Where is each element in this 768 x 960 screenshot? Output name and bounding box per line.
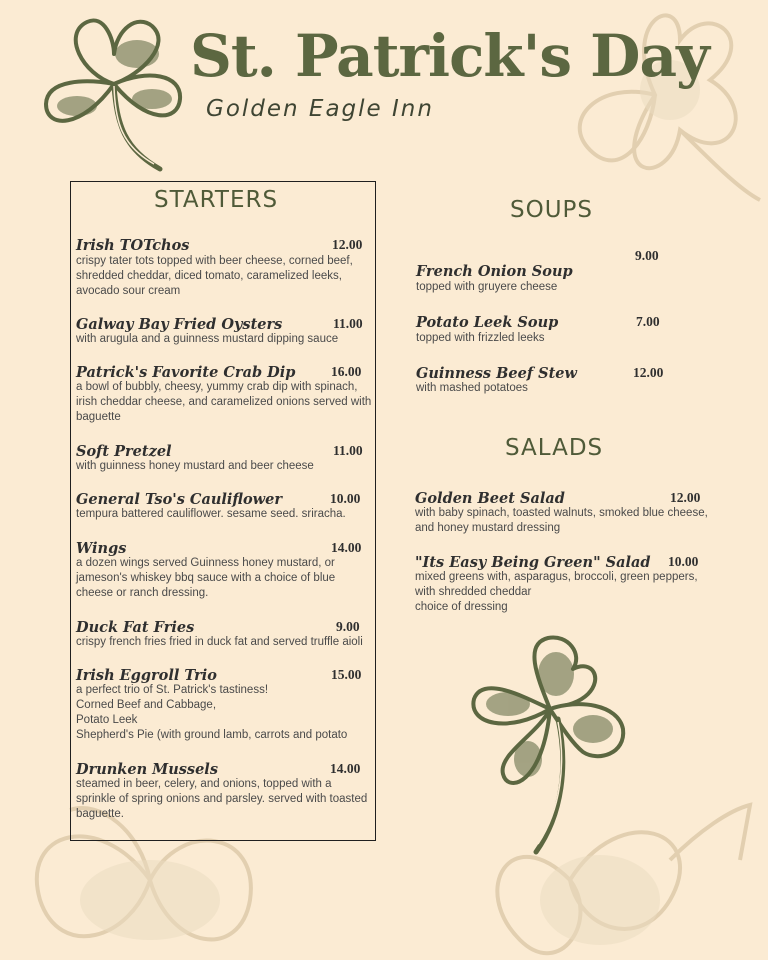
item-price: 9.00	[635, 248, 659, 263]
description-line: avocado sour cream	[76, 285, 181, 297]
item-name: Wings	[76, 540, 127, 557]
item-price: 11.00	[333, 316, 363, 331]
description-line: with shredded cheddar	[415, 586, 532, 598]
description-line: with arugula and a guinness mustard dipping sauce	[76, 333, 339, 345]
description-line: a perfect trio of St. Patrick's tastiness!	[76, 684, 269, 696]
description-line: with mashed potatoes	[416, 382, 528, 394]
description-line: with guinness honey mustard and beer cheese	[76, 460, 314, 472]
description-line: topped with gruyere cheese	[416, 281, 558, 293]
shamrock-icon	[468, 634, 633, 859]
item-price: 9.00	[336, 619, 360, 634]
item-description	[415, 570, 698, 615]
item-price: 11.00	[333, 443, 363, 458]
description-line: topped with frizzled leeks	[416, 332, 545, 344]
item-description	[76, 332, 338, 347]
description-line: crispy french fries fried in duck fat and served truffle aioli	[76, 636, 363, 648]
item-price: 15.00	[331, 667, 362, 682]
description-line: a dozen wings served Guinness honey mustard, or	[76, 557, 335, 569]
item-name: Duck Fat Fries	[76, 619, 195, 636]
description-line: a bowl of bubbly, cheesy, yummy crab dip with spinach,	[76, 381, 358, 393]
item-description	[415, 506, 708, 536]
item-name: French Onion Soup	[416, 263, 573, 280]
item-name: Galway Bay Fried Oysters	[76, 316, 283, 333]
item-price: 12.00	[633, 365, 664, 380]
description-line: jameson's whiskey bbq sauce with a choice of blue	[76, 572, 336, 584]
item-description	[76, 635, 363, 650]
description-line: baguette.	[76, 808, 124, 820]
description-line: cheese or ranch dressing.	[76, 587, 209, 599]
item-name: Guinness Beef Stew	[416, 365, 577, 382]
item-name: Irish TOTchos	[76, 237, 190, 254]
starters-heading: STARTERS	[154, 187, 279, 213]
description-line: Shepherd's Pie (with ground lamb, carrots and potato	[76, 729, 348, 741]
item-name: Irish Eggroll Trio	[76, 667, 217, 684]
item-description	[76, 459, 314, 474]
description-line: with baby spinach, toasted walnuts, smoked blue cheese,	[415, 507, 708, 519]
item-name: Drunken Mussels	[76, 761, 218, 778]
item-name: "Its Easy Being Green" Salad	[415, 554, 651, 571]
description-line: crispy tater tots topped with beer cheese, corned beef,	[76, 255, 353, 267]
item-price: 16.00	[331, 364, 362, 379]
page-title: St. Patrick's Day	[190, 22, 709, 90]
item-description	[416, 381, 528, 396]
item-description	[76, 254, 353, 299]
item-name: Golden Beet Salad	[415, 490, 565, 507]
item-description	[76, 380, 371, 425]
item-name: Soft Pretzel	[76, 443, 172, 460]
item-description	[76, 683, 347, 743]
item-description	[76, 556, 335, 601]
item-name: Potato Leek Soup	[416, 314, 559, 331]
description-line: baguette	[76, 411, 121, 423]
description-line: steamed in beer, celery, and onions, topped with a	[76, 778, 332, 790]
description-line: Potato Leek	[76, 714, 138, 726]
item-price: 14.00	[330, 761, 361, 776]
item-name: General Tso's Cauliflower	[76, 491, 282, 508]
shamrock-icon	[42, 14, 187, 174]
description-line: Corned Beef and Cabbage,	[76, 699, 217, 711]
description-line: shredded cheddar, diced tomato, caramelized leeks,	[76, 270, 342, 282]
item-description	[416, 280, 557, 295]
item-price: 10.00	[330, 491, 361, 506]
soups-heading: SOUPS	[510, 197, 594, 223]
item-description	[416, 331, 544, 346]
description-line: sprinkle of spring onions and parsley. served with toasted	[76, 793, 368, 805]
item-name: Patrick's Favorite Crab Dip	[76, 364, 296, 381]
salads-heading: SALADS	[505, 435, 604, 461]
item-price: 14.00	[331, 540, 362, 555]
item-price: 7.00	[636, 314, 660, 329]
restaurant-name: Golden Eagle Inn	[206, 96, 434, 122]
item-price: 10.00	[668, 554, 699, 569]
item-price: 12.00	[332, 237, 363, 252]
item-description	[76, 507, 346, 522]
description-line: choice of dressing	[415, 601, 508, 613]
item-description	[76, 777, 367, 822]
description-line: irish cheddar cheese, and caramelized onions served with	[76, 396, 372, 408]
item-price: 12.00	[670, 490, 701, 505]
description-line: and honey mustard dressing	[415, 522, 561, 534]
description-line: tempura battered cauliflower. sesame seed. sriracha.	[76, 508, 346, 520]
description-line: mixed greens with, asparagus, broccoli, green peppers,	[415, 571, 698, 583]
